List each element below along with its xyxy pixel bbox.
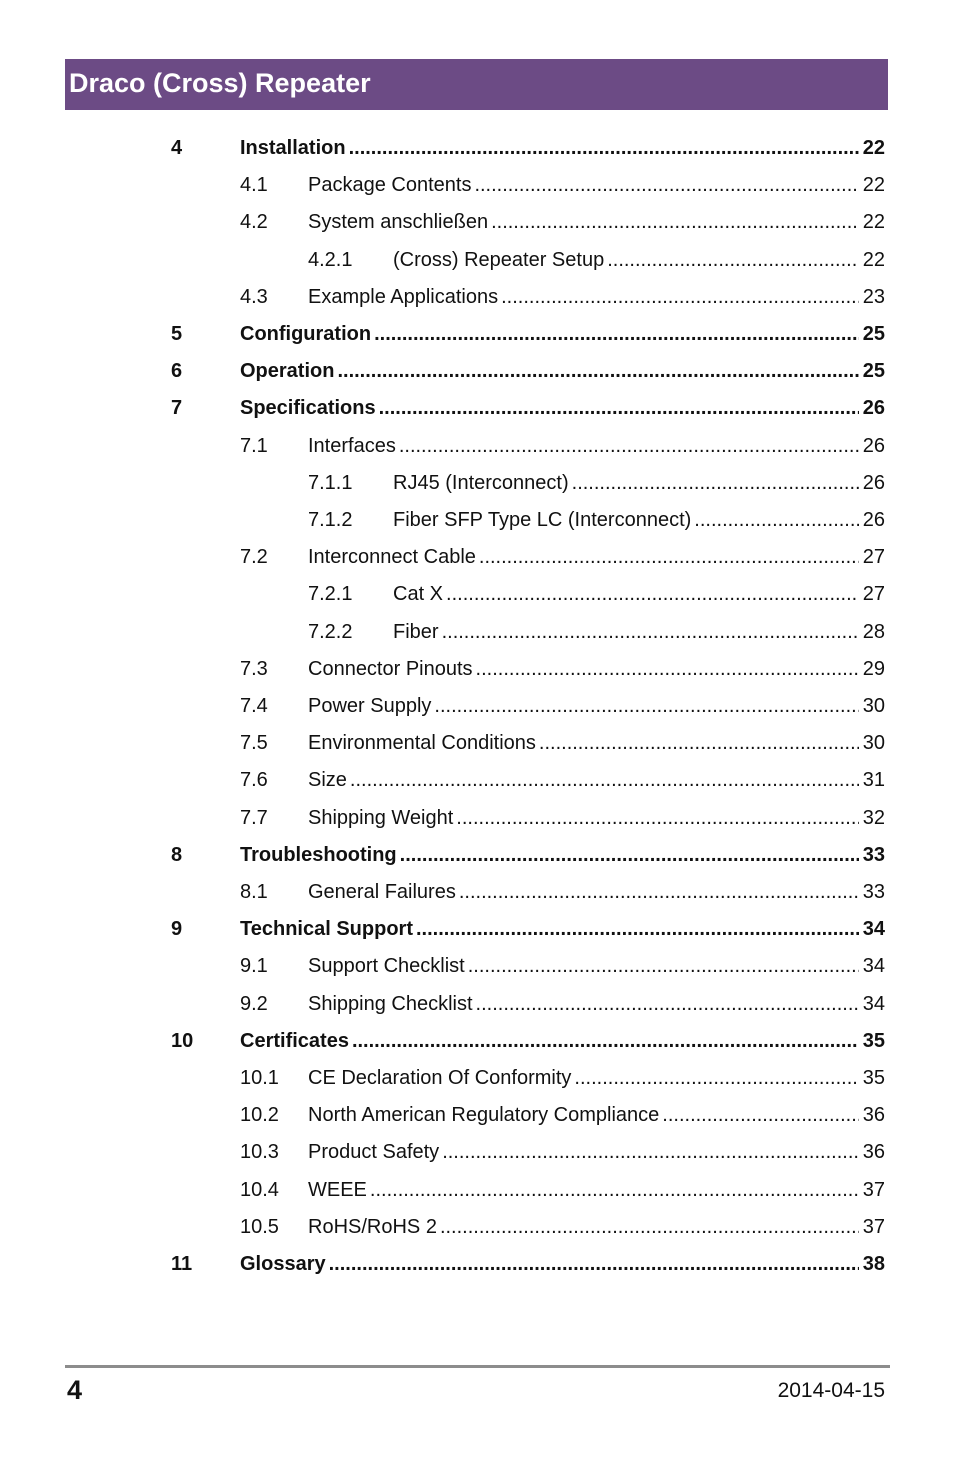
toc-dot-leader	[572, 465, 859, 502]
toc-page-number: 34	[862, 992, 885, 1015]
toc-dot-leader	[474, 167, 858, 204]
toc-entry-line	[308, 1134, 885, 1171]
toc-entry[interactable]	[0, 911, 954, 948]
toc-dot-leader	[574, 1060, 858, 1097]
toc-page-number: 34	[862, 918, 885, 941]
toc-section-title: WEEE	[308, 1178, 367, 1201]
toc-section-number: 11	[171, 1253, 193, 1275]
toc-section-title: Connector Pinouts	[308, 657, 473, 680]
toc-entry[interactable]	[0, 1097, 954, 1134]
toc-page-number: 36	[862, 1104, 885, 1127]
toc-dot-leader	[501, 279, 859, 316]
toc-entry-line	[240, 911, 885, 948]
toc-section-number: 5	[171, 323, 183, 345]
toc-entry[interactable]	[0, 390, 954, 427]
toc-section-number: 7.1.2	[308, 509, 353, 531]
toc-page-number: 30	[862, 732, 885, 755]
toc-entry-line	[240, 130, 885, 167]
toc-section-title: RoHS/RoHS 2	[308, 1215, 437, 1238]
toc-dot-leader	[694, 502, 858, 539]
toc-page-number: 26	[862, 397, 885, 420]
toc-entry-line	[240, 1023, 885, 1060]
toc-entry-line	[308, 800, 885, 837]
toc-entry-line	[393, 242, 885, 279]
toc-entry-line	[240, 837, 885, 874]
toc-section-number: 7.2	[240, 546, 268, 569]
toc-section-title: Technical Support	[240, 918, 413, 941]
toc-dot-leader	[446, 576, 859, 613]
footer-date: 2014-04-15	[777, 1379, 885, 1402]
toc-entry[interactable]	[0, 279, 954, 316]
toc-entry-line	[393, 502, 885, 539]
toc-page-number: 29	[862, 657, 885, 680]
toc-entry-line	[240, 1246, 885, 1283]
toc-entry[interactable]	[0, 1060, 954, 1097]
toc-section-number: 7.5	[240, 732, 268, 755]
toc-entry[interactable]	[0, 1246, 954, 1283]
toc-page-number: 35	[862, 1029, 885, 1052]
toc-entry[interactable]	[0, 1134, 954, 1171]
toc-section-title: Interfaces	[308, 434, 396, 457]
toc-page-number: 33	[862, 881, 885, 903]
toc-entry[interactable]	[0, 837, 954, 874]
toc-dot-leader	[456, 800, 858, 837]
toc-entry[interactable]	[0, 986, 954, 1023]
toc-entry-line	[308, 762, 885, 799]
toc-dot-leader	[459, 874, 859, 911]
toc-section-number: 4.3	[240, 285, 268, 308]
toc-section-number: 7.3	[240, 657, 268, 680]
toc-dot-leader	[442, 1134, 859, 1171]
toc-dot-leader	[329, 1246, 859, 1283]
toc-section-title: Glossary	[240, 1253, 326, 1275]
toc-section-title: General Failures	[308, 881, 456, 903]
toc-dot-leader	[370, 1172, 859, 1209]
toc-dot-leader	[434, 688, 858, 725]
toc-page-number: 35	[862, 1067, 885, 1089]
toc-entry-line	[308, 1060, 885, 1097]
toc-dot-leader	[442, 614, 859, 651]
toc-dot-leader	[476, 986, 859, 1023]
toc-entry-line	[308, 688, 885, 725]
toc-section-title: Interconnect Cable	[308, 546, 476, 569]
toc-page-number: 37	[862, 1178, 885, 1201]
toc-section-number: 10.2	[240, 1104, 279, 1127]
toc-section-title: System anschließen	[308, 211, 489, 234]
toc-entry-line	[308, 874, 885, 911]
toc-section-number: 10	[171, 1029, 194, 1052]
toc-entry[interactable]	[0, 614, 954, 651]
toc-page-number: 31	[862, 769, 885, 792]
toc-section-title: Certificates	[240, 1029, 349, 1052]
toc-section-number: 7.2.1	[308, 583, 353, 606]
toc-section-number: 7.1	[240, 434, 268, 457]
toc-entry-line	[308, 1209, 885, 1246]
toc-dot-leader	[476, 651, 859, 688]
toc-section-number: 7	[171, 397, 183, 420]
toc-page-number: 26	[862, 471, 885, 494]
toc-section-number: 10.3	[240, 1141, 279, 1164]
toc-dot-leader	[352, 1023, 859, 1060]
toc-section-title: Cat X	[393, 583, 444, 606]
toc-section-title: Environmental Conditions	[308, 732, 536, 755]
toc-section-number: 10.1	[240, 1067, 279, 1089]
toc-section-title: Configuration	[240, 323, 372, 345]
toc-page-number: 38	[862, 1253, 885, 1275]
toc-dot-leader	[350, 762, 859, 799]
toc-entry-line	[308, 1097, 885, 1134]
toc-entry[interactable]	[0, 1172, 954, 1209]
toc-entry[interactable]	[0, 874, 954, 911]
toc-section-number: 10.5	[240, 1215, 279, 1238]
toc-page-number: 23	[862, 285, 885, 308]
toc-page-number: 28	[862, 620, 885, 643]
toc-dot-leader	[337, 353, 858, 390]
toc-entry-line	[308, 651, 885, 688]
toc-page-number: 36	[862, 1141, 885, 1164]
toc-entry[interactable]	[0, 576, 954, 613]
toc-section-number: 8.1	[240, 881, 268, 903]
toc-section-number: 7.1.1	[308, 471, 353, 494]
toc-entry[interactable]	[0, 651, 954, 688]
toc-dot-leader	[399, 428, 859, 465]
toc-entry-line	[393, 576, 885, 613]
toc-dot-leader	[349, 130, 859, 167]
toc-section-title: North American Regulatory Compliance	[308, 1104, 660, 1127]
toc-section-title: Shipping Checklist	[308, 992, 473, 1015]
toc-entry-line	[240, 390, 885, 427]
toc-dot-leader	[491, 204, 859, 241]
toc-entry[interactable]	[0, 242, 954, 279]
toc-section-title: (Cross) Repeater Setup	[393, 248, 605, 271]
toc-section-number: 9.2	[240, 992, 268, 1015]
toc-section-title: Troubleshooting	[240, 843, 397, 866]
toc-page-number: 30	[862, 695, 885, 717]
toc-entry[interactable]	[0, 948, 954, 985]
toc-section-title: Shipping Weight	[308, 806, 454, 829]
toc-section-title: CE Declaration Of Conformity	[308, 1067, 572, 1089]
toc-entry[interactable]	[0, 1023, 954, 1060]
toc-section-number: 6	[171, 360, 183, 383]
toc-page-number: 37	[862, 1215, 885, 1238]
toc-section-number: 7.4	[240, 695, 268, 717]
toc-dot-leader	[440, 1209, 859, 1246]
toc-page-number: 26	[862, 434, 885, 457]
toc-section-title: Operation	[240, 360, 335, 383]
toc-entry-line	[240, 316, 885, 353]
toc-entry[interactable]	[0, 1209, 954, 1246]
footer-divider	[65, 1365, 890, 1368]
toc-entry[interactable]	[0, 539, 954, 576]
toc-dot-leader	[662, 1097, 858, 1134]
toc-entry[interactable]	[0, 130, 954, 167]
toc-dot-leader	[468, 948, 859, 985]
toc-dot-leader	[607, 242, 859, 279]
toc-page-number: 34	[862, 955, 885, 978]
header-bar	[65, 59, 888, 110]
toc-page-number: 27	[862, 546, 885, 569]
toc-entry-line	[308, 167, 885, 204]
toc-section-title: Product Safety	[308, 1141, 440, 1164]
toc-entry[interactable]	[0, 502, 954, 539]
toc-section-title: RJ45 (Interconnect)	[393, 471, 569, 494]
toc-entry[interactable]	[0, 688, 954, 725]
toc-section-title: Specifications	[240, 397, 376, 420]
toc-entry-line	[308, 539, 885, 576]
toc-dot-leader	[374, 316, 859, 353]
toc-entry-line	[308, 428, 885, 465]
toc-entry-line	[393, 465, 885, 502]
toc-section-title: Package Contents	[308, 174, 472, 197]
toc-dot-leader	[539, 725, 859, 762]
toc-entry[interactable]	[0, 167, 954, 204]
toc-dot-leader	[379, 390, 859, 427]
toc-entry-line	[308, 279, 885, 316]
footer-page-number: 4	[67, 1375, 83, 1405]
toc-entry[interactable]	[0, 428, 954, 465]
toc-entry-line	[308, 204, 885, 241]
toc-dot-leader	[416, 911, 859, 948]
toc-section-number: 7.2.2	[308, 620, 353, 643]
toc-page-number: 27	[862, 583, 885, 606]
toc-entry-line	[308, 1172, 885, 1209]
toc-page-number: 22	[862, 248, 885, 271]
toc-section-title: Size	[308, 769, 347, 792]
toc-entry-line	[393, 614, 885, 651]
toc-section-title: Example Applications	[308, 285, 499, 308]
toc-entry-line	[308, 948, 885, 985]
toc-page-number: 22	[862, 137, 885, 159]
toc-entry[interactable]	[0, 800, 954, 837]
toc-entry[interactable]	[0, 353, 954, 390]
toc-entry[interactable]	[0, 762, 954, 799]
toc-entry-line	[240, 353, 885, 390]
toc-entry[interactable]	[0, 465, 954, 502]
toc-section-title: Support Checklist	[308, 955, 465, 978]
toc-section-title: Fiber SFP Type LC (Interconnect)	[393, 509, 692, 531]
toc-entry[interactable]	[0, 725, 954, 762]
toc-section-title: Fiber	[393, 620, 439, 643]
toc-section-number: 7.6	[240, 769, 268, 792]
toc-dot-leader	[400, 837, 859, 874]
toc-entry-line	[308, 725, 885, 762]
toc-dot-leader	[479, 539, 859, 576]
toc-entry[interactable]	[0, 204, 954, 241]
toc-page-number: 22	[862, 211, 885, 234]
toc-section-number: 9	[171, 918, 183, 941]
document-title: Draco (Cross) Repeater	[69, 68, 371, 98]
toc-section-number: 9.1	[240, 955, 268, 978]
toc-section-number: 4	[171, 137, 183, 159]
toc-page-number: 33	[862, 843, 885, 866]
toc-page-number: 32	[862, 806, 885, 829]
toc-section-title: Power Supply	[308, 695, 432, 717]
toc-entry[interactable]	[0, 316, 954, 353]
toc-section-number: 4.2.1	[308, 248, 353, 271]
toc-section-number: 10.4	[240, 1178, 279, 1201]
toc-page-number: 22	[862, 174, 885, 197]
toc-section-number: 7.7	[240, 806, 268, 829]
toc-section-number: 8	[171, 843, 183, 866]
toc-entry-line	[308, 986, 885, 1023]
toc-section-number: 4.1	[240, 174, 268, 197]
toc-page-number: 25	[862, 360, 885, 383]
toc-section-title: Installation	[240, 137, 346, 159]
toc-page-number: 26	[862, 509, 885, 531]
toc-page-number: 25	[862, 323, 885, 345]
toc-section-number: 4.2	[240, 211, 268, 234]
